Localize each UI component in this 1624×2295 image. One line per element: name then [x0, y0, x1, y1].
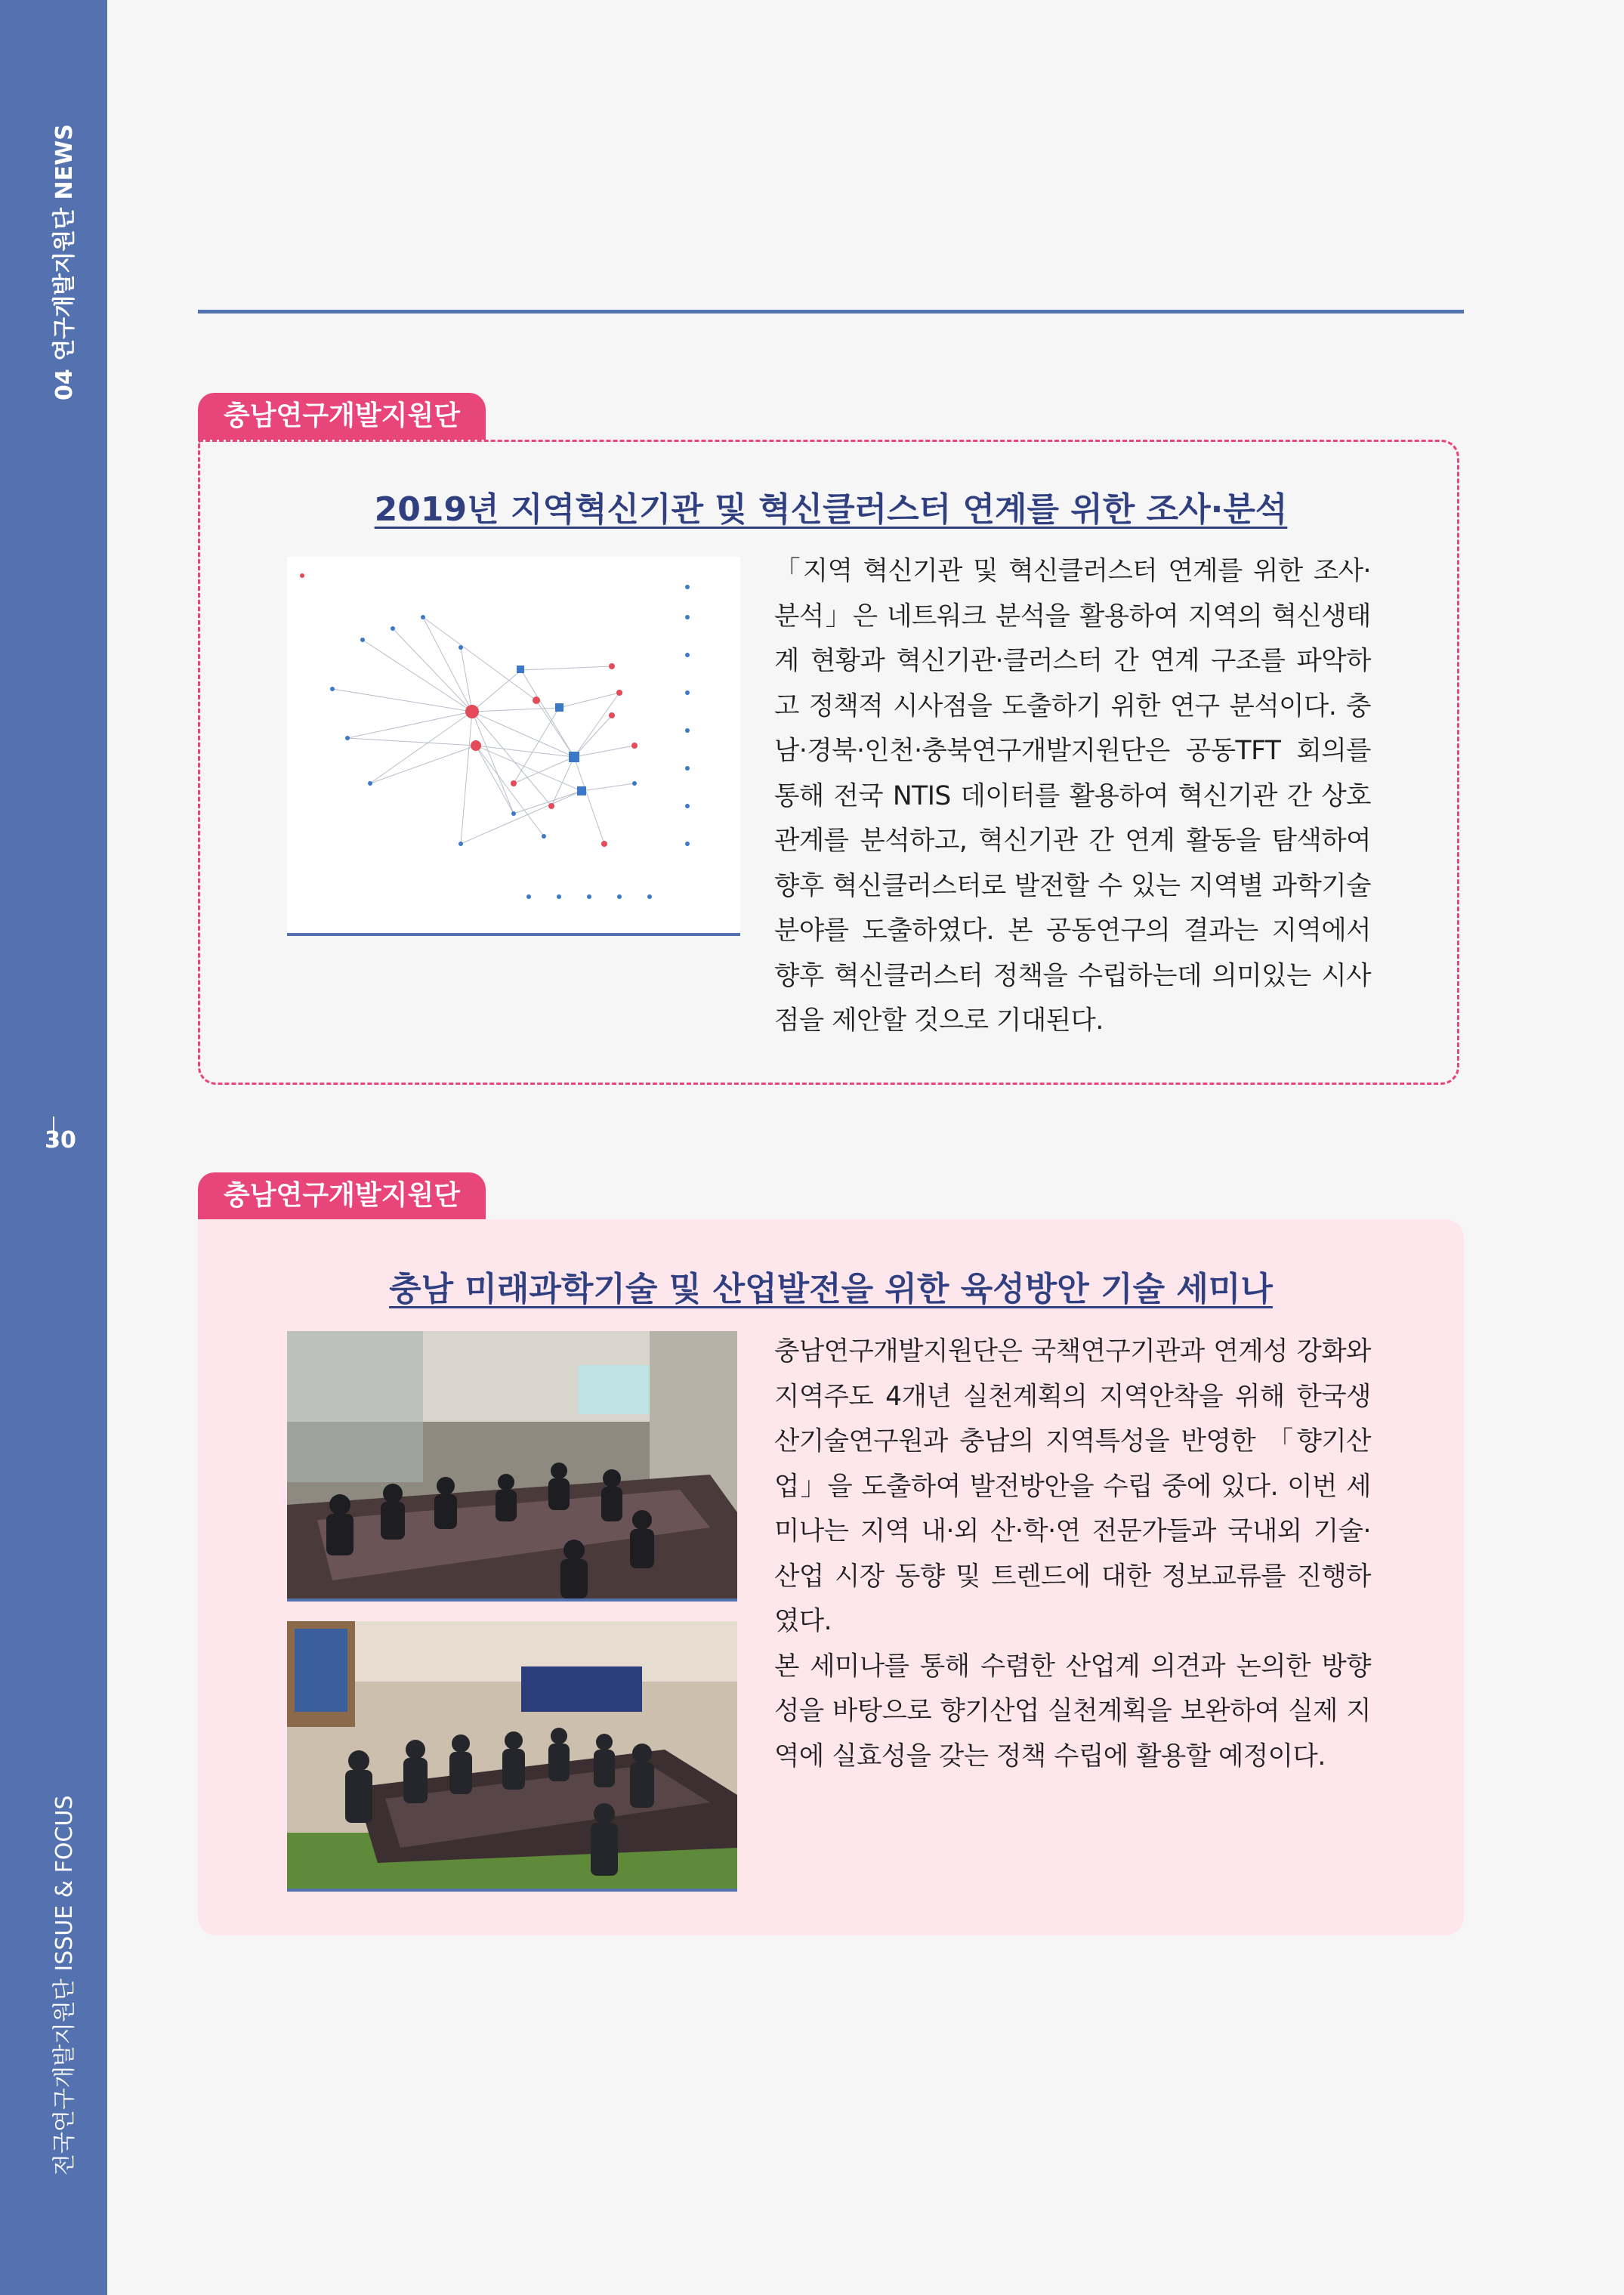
network-diagram-figure — [287, 557, 740, 936]
article-2-body-paragraph-2: 본 세미나를 통해 수렴한 산업계 의견과 논의한 방향성을 바탕으로 향기산업 실천계획을 보완하여 실제 지역에 실효성을 갖는 정책 수립에 활용할 예정이다. — [774, 1651, 1371, 1771]
article-1-body: 「지역 혁신기관 및 혁신클러스터 연계를 위한 조사·분석」은 네트워크 분석을 활용하여 지역의 혁신생태계 현황과 혁신기관·클러스터 간 연계 구조를 파악하고 정책적 시사점을 도출하기 위한 연구 분석이다. 충남·경북·인천·충북연구개발지원단은 공동TFT 회의를 통해 전국 NTIS 데이터를 활용하여 혁신기관 간 상호관계를 분석하고, 혁신기관 간 연계 활동을 탐색하여 향후 혁신클러스터로 발전할 수 있는 지역별 과학기술 분야를 도출하였다. 본 공동연구의 결과는 지역에서 향후 혁신클러스터 정책을 수립하는데 의미있는 시사점을 제안할 것으로 기대된다. — [774, 556, 1371, 1036]
seminar-photo-2 — [287, 1621, 737, 1892]
seminar-room-image-icon — [287, 1621, 737, 1889]
article-2-body — [774, 1330, 1371, 1779]
sidebar — [0, 0, 107, 2295]
seminar-room-image-icon — [287, 1331, 737, 1598]
article-1-title: 2019년 지역혁신기관 및 혁신클러스터 연계를 위한 조사·분석 — [374, 490, 1288, 529]
top-rule — [198, 310, 1464, 314]
article-2-body-paragraph-1: 충남연구개발지원단은 국책연구기관과 연계성 강화와 지역주도 4개년 실천계획의 지역안착을 위해 한국생산기술연구원과 충남의 지역특성을 반영한 「향기산업」을 도출하여 발전방안을 수립 중에 있다. 이번 세미나는 지역 내·외 산·학·연 전문가들과 국내외 기술·산업 시장 동향 및 트렌드에 대한 정보교류를 진행하였다. — [774, 1336, 1371, 1636]
article-2-title: 충남 미래과학기술 및 산업발전을 위한 육성방안 기술 세미나 — [389, 1270, 1273, 1308]
network-diagram-icon — [287, 557, 740, 933]
article-1-tag: 충남연구개발지원단 — [198, 393, 486, 440]
article-2-tag: 충남연구개발지원단 — [198, 1172, 486, 1219]
section-label: 04 연구개발지원단 NEWS — [51, 124, 78, 400]
publication-label: 전국연구개발지원단 ISSUE & FOCUS — [51, 1795, 78, 2176]
page-number: 30 — [45, 1127, 76, 1154]
seminar-photo-1 — [287, 1331, 737, 1602]
